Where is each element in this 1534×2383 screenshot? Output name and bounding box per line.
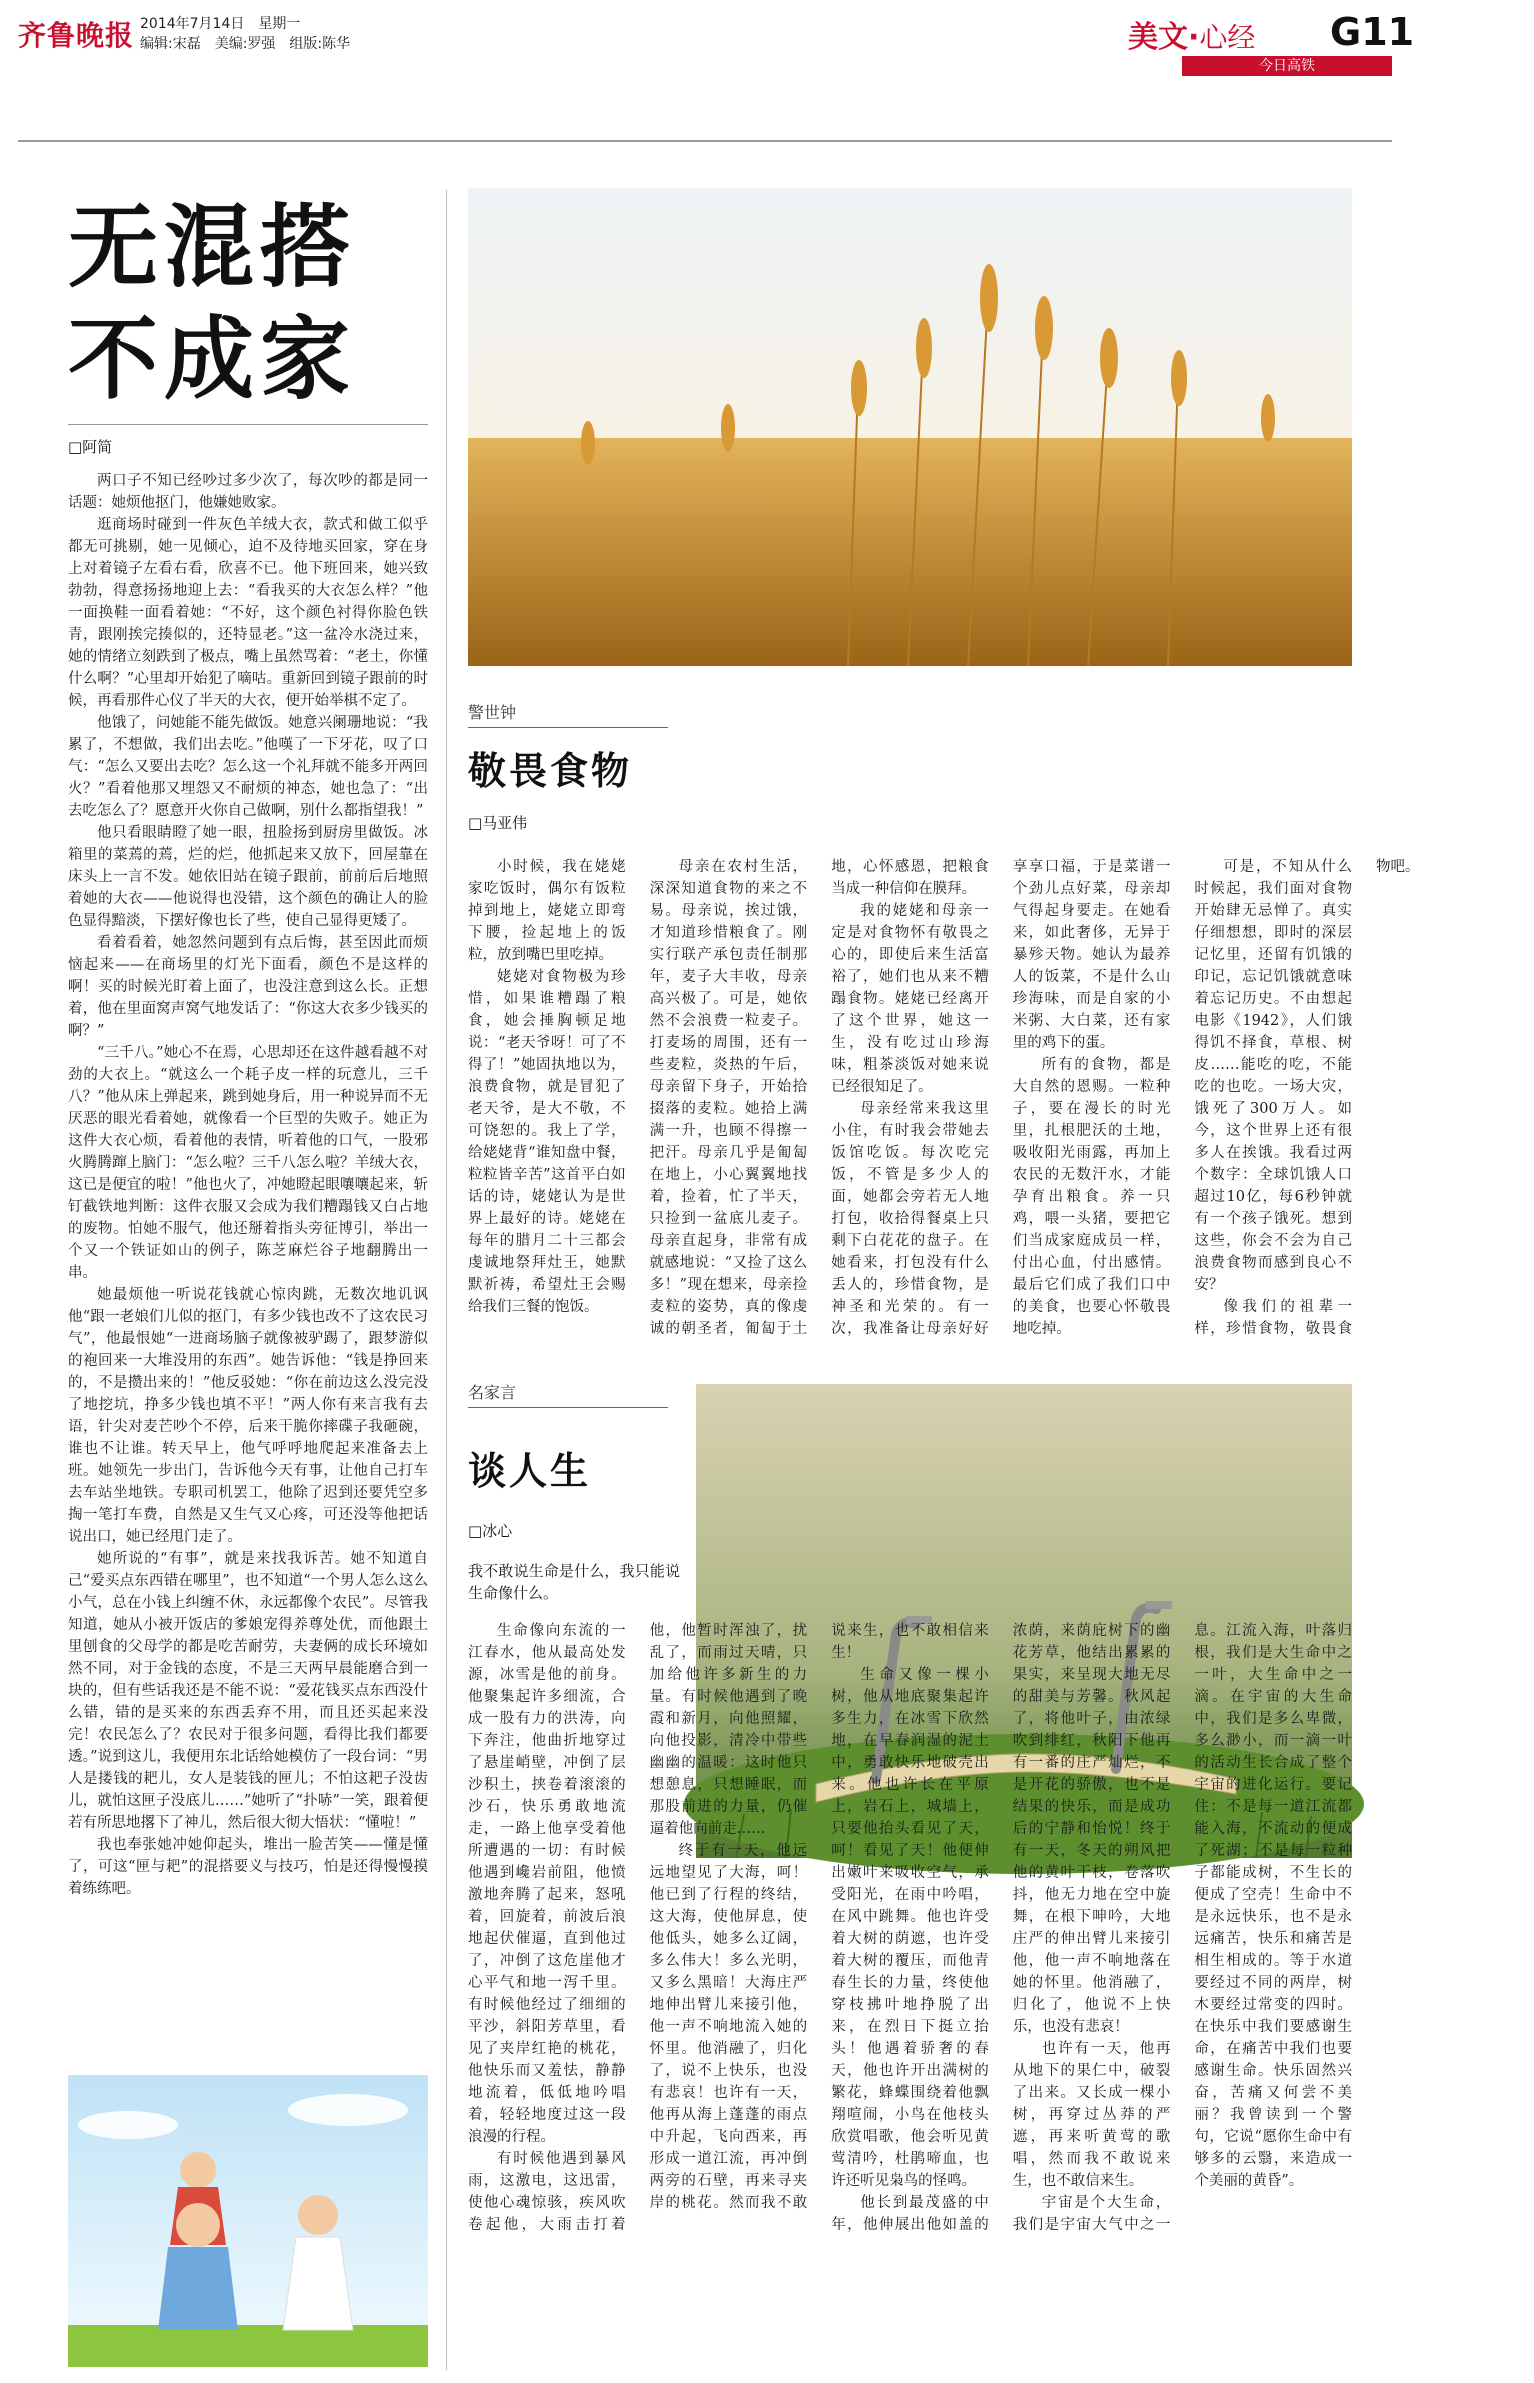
paragraph: 她所说的“有事”，就是来找我诉苦。她不知道自己“爱买点东西错在哪里”，也不知道“一个男人怎么这么小气，总在小钱上纠缠不休，永远都像个农民”。尽管我知道，她从小被开饭店的爹娘宠得养尊处优，而他跟土里刨食的父母学的都是吃苦耐劳，夫妻俩的成长环境如然不同，对于金钱的态度，不是三天两早晨能磨合到一块的，但有些话我还是不能不说：“爱花钱买点东西没什么错，错的是买来的东西丢弃不用，而且还买起来没完！农民怎么了？农民对于很多问题，看得比我们都要透。”说到这儿，我便用东北话给她模仿了一段台词：“男人是搂钱的耙儿，女人是装钱的匣儿；不怕这耙子没齿儿，就怕这匣子没底儿……”她听了“扑哧”一笑，跟着便若有所思地撂下了神儿，然后很大彻大悟状：“懂啦！” [68, 1551, 428, 1831]
issue-meta [140, 14, 540, 54]
paragraph: 我的姥姥和母亲一定是对食物怀有敬畏之心的，即使后来生活富裕了，她们也从来不糟蹋食物。姥姥已经离开了这个世界，她这一生，没有吃过山珍海味，粗茶淡饭对她来说已经很知足了。 [831, 903, 989, 1095]
article3-title: 谈人生 [468, 1449, 592, 1493]
paragraph: 我也奉张她冲她仰起头，堆出一脸苦笑——懂是懂了，可这“匣与耙”的混搭要义与技巧，怕是还得慢慢摸着练练吧。 [68, 1837, 428, 1897]
paragraph: 可是，不知从什么时候起，我们面对食物开始肆无忌惮了。真实仔细想想，即时的深层记忆里，还留有饥饿的印记，忘记饥饿就意味着忘记历史。不由想起电影《1942》，人们饿得饥不择食，草根、树皮……能吃的吃，不能吃的也吃。一场大灾，饿死了300万人。如今，这个世界上还有很多人在挨饿。我看过两个数字：全球饥饿人口超过10亿，每6秒钟就有一个孩子饿死。想到这些，你会不会为自己浪费食物而感到良心不安？ [1194, 859, 1352, 1293]
page-number: G11 [1330, 10, 1415, 54]
paragraph: 也许有一天，他再从地下的果仁中，破裂了出来。又长成一棵小树，再穿过丛莽的严遮，再来听黄莺的歌唱，然而我不敢说来生，也不敢信来生。 [1012, 2041, 1171, 2189]
paragraph: 终于有一天，他远远地望见了大海，呵！他已到了行程的终结，这大海，使他屏息，使他低头，她多么辽阔，多么伟大！多么光明，又多么黑暗！大海庄严地伸出臂儿来接引他，他一声不响地流入她的怀里。他消融了，归化了，说不上快乐，也没有悲哀！也许有一天，他再从海上蓬蓬的雨点中升起，飞向西来，再形成一道江流，再冲倒两旁的石壁，再来寻夹岸的桃花。然而我不敢说来生，也不敢相信来生！ [649, 1623, 989, 2211]
article2-title: 敬畏食物 [468, 749, 633, 793]
wheat-photo [468, 188, 1352, 666]
headline-line-1: 无混搭 [68, 195, 356, 300]
article2-byline: □马亚伟 [468, 814, 528, 832]
main-headline [68, 192, 428, 416]
paragraph: 母亲在农村生活，深深知道食物的来之不易。母亲说，挨过饿，才知道珍惜粮食了。刚实行联产承包责任制那年，麦子大丰收，母亲高兴极了。可是，她依然不会浪费一粒麦子。打麦场的周围，还有一些麦粒，炎热的午后，母亲留下身子，开始拾掇落的麦粒。她拾上满满一升，也顾不得擦一把汗。母亲几乎是匍匐在地上，小心翼翼地找着，捡着，忙了半天，只捡到一盆底儿麦子。母亲直起身，非常有成就感地说：“又捡了这么多！”现在想来，母亲捡麦粒的姿势，真的像虔诚的朝圣者，匍匐于土地，心怀感恩，把粮食当成一种信仰在膜拜。 [649, 859, 989, 1337]
paragraph: 生命像向东流的一江春水，他从最高处发源，冰雪是他的前身。他聚集起许多细流，合成一股有力的洪涛，向下奔注，他曲折地穿过了悬崖峭壁，冲倒了层沙积土，挟卷着滚滚的沙石，快乐勇敢地流走，一路上他享受着他所遭遇的一切：有时候他遇到巉岩前阻，他愤激地奔腾了起来，怒吼着，回旋着，前波后浪地起伏催逼，直到他过了，冲倒了这危崖他才心平气和地一泻千里。有时候他经过了细细的平沙，斜阳芳草里，看见了夹岸红艳的桃花，他快乐而又羞怯，静静地流着，低低地吟唱着，轻轻地度过这一段浪漫的行程。 [468, 1623, 626, 2145]
paragraph: 逛商场时碰到一件灰色羊绒大衣，款式和做工似乎都无可挑剔，她一见倾心，迫不及待地买回家，穿在身上对着镜子左看右看，欣喜不已。他下班回来，她兴致勃勃，得意扬扬地迎上去：“看我买的大衣怎么样？”他一面换鞋一面看着她：“不好，这个颜色衬得你脸色铁青，跟刚挨完揍似的，还特显老。”这一盆冷水浇过来，她的情绪立刻跌到了极点，嘴上虽然骂着：“老土，你懂什么啊？”心里却开始犯了嘀咕。重新回到镜子跟前的时候，再看那件心仪了半天的大衣，便开始举棋不定了。 [68, 517, 428, 709]
paragraph: 有时候他遇到暴风雨，这激电，这迅雷，使他心魂惊骇，疾风吹卷起他，大雨击打着他，他暂时浑浊了，扰乱了，而雨过天晴，只加给他许多新生的力量。有时候他遇到了晚霞和新月，向他照耀，向他投影，清冷中带些幽幽的温暖：这时他只想憩息，只想睡眠，而那股前进的力量，仍催逼着他向前走…… [468, 1623, 808, 2233]
paragraph: 姥姥对食物极为珍惜，如果谁糟蹋了粮食，她会捶胸顿足地说：“老天爷呀！可了不得了！”她固执地以为，浪费食物，就是冒犯了老天爷，是大不敬，不可饶恕的。我上了学，给姥姥背“谁知盘中餐，粒粒皆辛苦”这首平白如话的诗，姥姥认为是世界上最好的诗。姥姥在每年的腊月二十三都会虔诚地祭拜灶王，她默默祈祷，希望灶王会赐给我们三餐的饱饭。 [468, 969, 626, 1315]
column-label-mingjiayan: 名家言 [468, 1380, 668, 1408]
header-rule [18, 140, 1392, 142]
issue-date: 2014年7月14日 星期一 [140, 16, 301, 32]
paragraph: 看着看着，她忽然问题到有点后悔，甚至因此而烦恼起来——在商场里的灯光下面看，颜色不是这样的啊！买的时候光盯着上面了，也没注意到这么长。正想着，他在里面窝声窝气地发话了：“你这大衣多少钱买的啊？” [68, 935, 428, 1039]
family-illustration [68, 2075, 428, 2367]
paragraph: 两口子不知已经吵过多少次了，每次吵的都是同一话题：她烦他抠门，他嫌她败家。 [68, 473, 428, 511]
paragraph: 生命又像一棵小树，他从地底聚集起许多生力，在冰雪下欣然地，在早春润湿的泥土中，勇敢快乐地破壳出来。他也许长在平原上，岩石上，城墙上，只要他抬头看见了天，呵！看见了天！他便伸出嫩叶来吸收空气，承受阳光，在雨中吟唱，在风中跳舞。他也许受着大树的荫遮，也许受着大树的覆压，而他青春生长的力量，终使他穿枝拂叶地挣脱了出来，在烈日下挺立抬头！他遇着骄奢的春天，他也许开出满树的繁花，蜂蝶围绕着他飘翔喧闹，小鸟在他枝头欣赏唱歌，他会听见黄莺清吟，杜鹃啼血，也许还听见枭鸟的怪鸣。 [831, 1667, 989, 2189]
paragraph: “三千八。”她心不在焉，心思却还在这件越看越不对劲的大衣上。“就这么一个耗子皮一样的玩意儿，三千八？”他从床上弹起来，跳到她身后，用一种说异而不无厌恶的眼光看着她，就像看一个巨型的失败子。她正为这件大衣心烦，看着他的表情，听着他的口气，一股邪火腾腾蹿上脑门：“怎么啦？三千八怎么啦？羊绒大衣，这已是便宜的啦！”他也火了，冲她瞪起眼嚷嚷起来，斩钉截铁地判断：这件衣服又会成为我们糟蹋钱又白占地的废物。怕她不服气，他还掰着指头旁征博引，举出一个又一个铁证如山的例子，陈芝麻烂谷子地翻腾出一串。 [68, 1045, 428, 1281]
paragraph: 他长到最茂盛的中年，他伸展出他如盖的浓荫，来荫庇树下的幽花芳草，他结出累累的果实，来呈现大地无尽的甜美与芳馨。秋风起了，将他叶子，由浓绿吹到绯红，秋阳下他再有一番的庄严灿烂，不是开花的骄傲，也不是结果的快乐，而是成功后的宁静和怡悦！终于有一天，冬天的朔风把他的黄叶干枝，卷落吹抖，他无力地在空中旋舞，在根下呻吟，大地庄严的伸出臂儿来接引他，他一声不响地落在她的怀里。他消融了，归化了，他说不上快乐，也没有悲哀！ [831, 1623, 1171, 2233]
column-label-jingshizhong: 警世钟 [468, 700, 668, 728]
article3-body [468, 1620, 1352, 2368]
paragraph: 他饿了，问她能不能先做饭。她意兴阑珊地说：“我累了，不想做，我们出去吃。”他嘆了一下牙花，叹了口气：“怎么又要出去吃？怎么这一个礼拜就不能多开两回火？”看着他那又埋怨又不耐烦的神态，她也急了：“出去吃怎么了？愿意开火你自己做啊，别什么都指望我！” [68, 715, 428, 819]
article3-intro: 我不敢说生命是什么，我只能说生命像什么。 [468, 1562, 680, 1602]
article3-byline: □冰心 [468, 1522, 513, 1540]
main-article-body [68, 470, 428, 2050]
section-tag: 今日高铁 [1182, 56, 1392, 76]
section-header [1128, 12, 1328, 56]
paragraph: 像我们的祖辈一样，珍惜食物，敬畏食物吧。 [1194, 859, 1420, 1337]
newspaper-logo: 齐鲁晚报 [18, 19, 135, 52]
family-photo [68, 2075, 428, 2367]
headline-line-2: 不成家 [68, 307, 356, 412]
editor-credits: 编辑:宋磊 美编:罗强 组版:陈华 [140, 36, 351, 52]
section-title: 美文 [1128, 20, 1188, 55]
column-divider [446, 190, 447, 2370]
paragraph: 小时候，我在姥姥家吃饭时，偶尔有饭粒掉到地上，姥姥立即弯下腰，捡起地上的饭粒，放到嘴巴里吃掉。 [468, 859, 626, 963]
headline-rule [68, 424, 428, 425]
section-dot: · [1188, 20, 1200, 55]
section-subtitle: 心经 [1199, 21, 1256, 54]
paragraph: 母亲经常来我这里小住，有时我会带她去饭馆吃饭。每次吃完饭，不管是多少人的面，她都会旁若无人地打包，收拾得餐桌上只剩下白花花的盘子。在她看来，打包没有什么丢人的，珍惜食物，是神圣和光荣的。有一次，我准备让母亲好好享享口福，于是菜谱一个劲儿点好菜，母亲却气得起身要走。在她看来，如此奢侈，无异于暴殄天物。她认为最养人的饭菜，不是什么山珍海味，而是自家的小米粥、大白菜，还有家里的鸡下的蛋。 [831, 859, 1171, 1337]
main-byline: □阿简 [68, 438, 113, 456]
wheat-illustration [468, 188, 1352, 666]
article2-body [468, 856, 1420, 1356]
paragraph: 所有的食物，都是大自然的恩赐。一粒种子，要在漫长的时光里，扎根肥沃的土地，吸收阳光雨露，再加上农民的无数汗水，才能孕育出粮食。养一只鸡，喂一头猪，要把它们当成家庭成员一样，付出心血，付出感情。最后它们成了我们口中的美食，也要心怀敬畏地吃掉。 [1012, 1057, 1171, 1337]
paragraph: 她最烦他一听说花钱就心惊肉跳，无数次地讥讽他“跟一老娘们儿似的抠门，有多少钱也改不了这农民习气”，他最恨她“一进商场脑子就像被驴踢了，跟梦游似的袍回来一大堆没用的东西”。她告诉他：“钱是挣回来的，不是攒出来的！”他反驳她：“你在前边这么没完没了地挖坑，挣多少钱也填不平！”两人你有来言我有去语，针尖对麦芒吵个不停，后来干脆你摔碟子我砸碗，谁也不让谁。转天早上，他气呼呼地爬起来准备去上班。她领先一步出门，告诉他今天有事，让他自己打车去车站坐地铁。专职司机罢工，他除了迟到还要凭空多掏一笔打车费，自然是又生气又心疼，可还没等他把话说出口，她已经甩门走了。 [68, 1287, 428, 1545]
paragraph: 宇宙是个大生命，我们是宇宙大气中之一息。江流入海，叶落归根，我们是大生命中之一叶，大生命中之一滴。在宇宙的大生命中，我们是多么卑微，多么渺小，而一滴一叶的活动生长合成了整个宇宙的进化运行。要记住：不是每一道江流都能入海，不流动的便成了死湖；不是每一粒种子都能成树，不生长的便成了空壳！生命中不是永远快乐，也不是永远痛苦，快乐和痛苦是相生相成的。等于水道要经过不同的两岸，树木要经过常变的四时。在快乐中我们要感谢生命，在痛苦中我们也要感谢生命。快乐固然兴奋，苦痛又何尝不美丽？我曾读到一个警句，它说“愿你生命中有够多的云翳，来造成一个美丽的黄昏”。 [1012, 1623, 1352, 2233]
paragraph: 他只看眼睛瞪了她一眼，扭脸扬到厨房里做饭。冰箱里的菜蔫的蔫，烂的烂，他抓起来又放下，回屋靠在床头上一言不发。她依旧站在镜子跟前，前前后后地照着她的大衣——他说得也没错，这个颜色的确让人的脸色显得黯淡，下摆好像也长了些，使自己显得更矮了。 [68, 825, 428, 929]
